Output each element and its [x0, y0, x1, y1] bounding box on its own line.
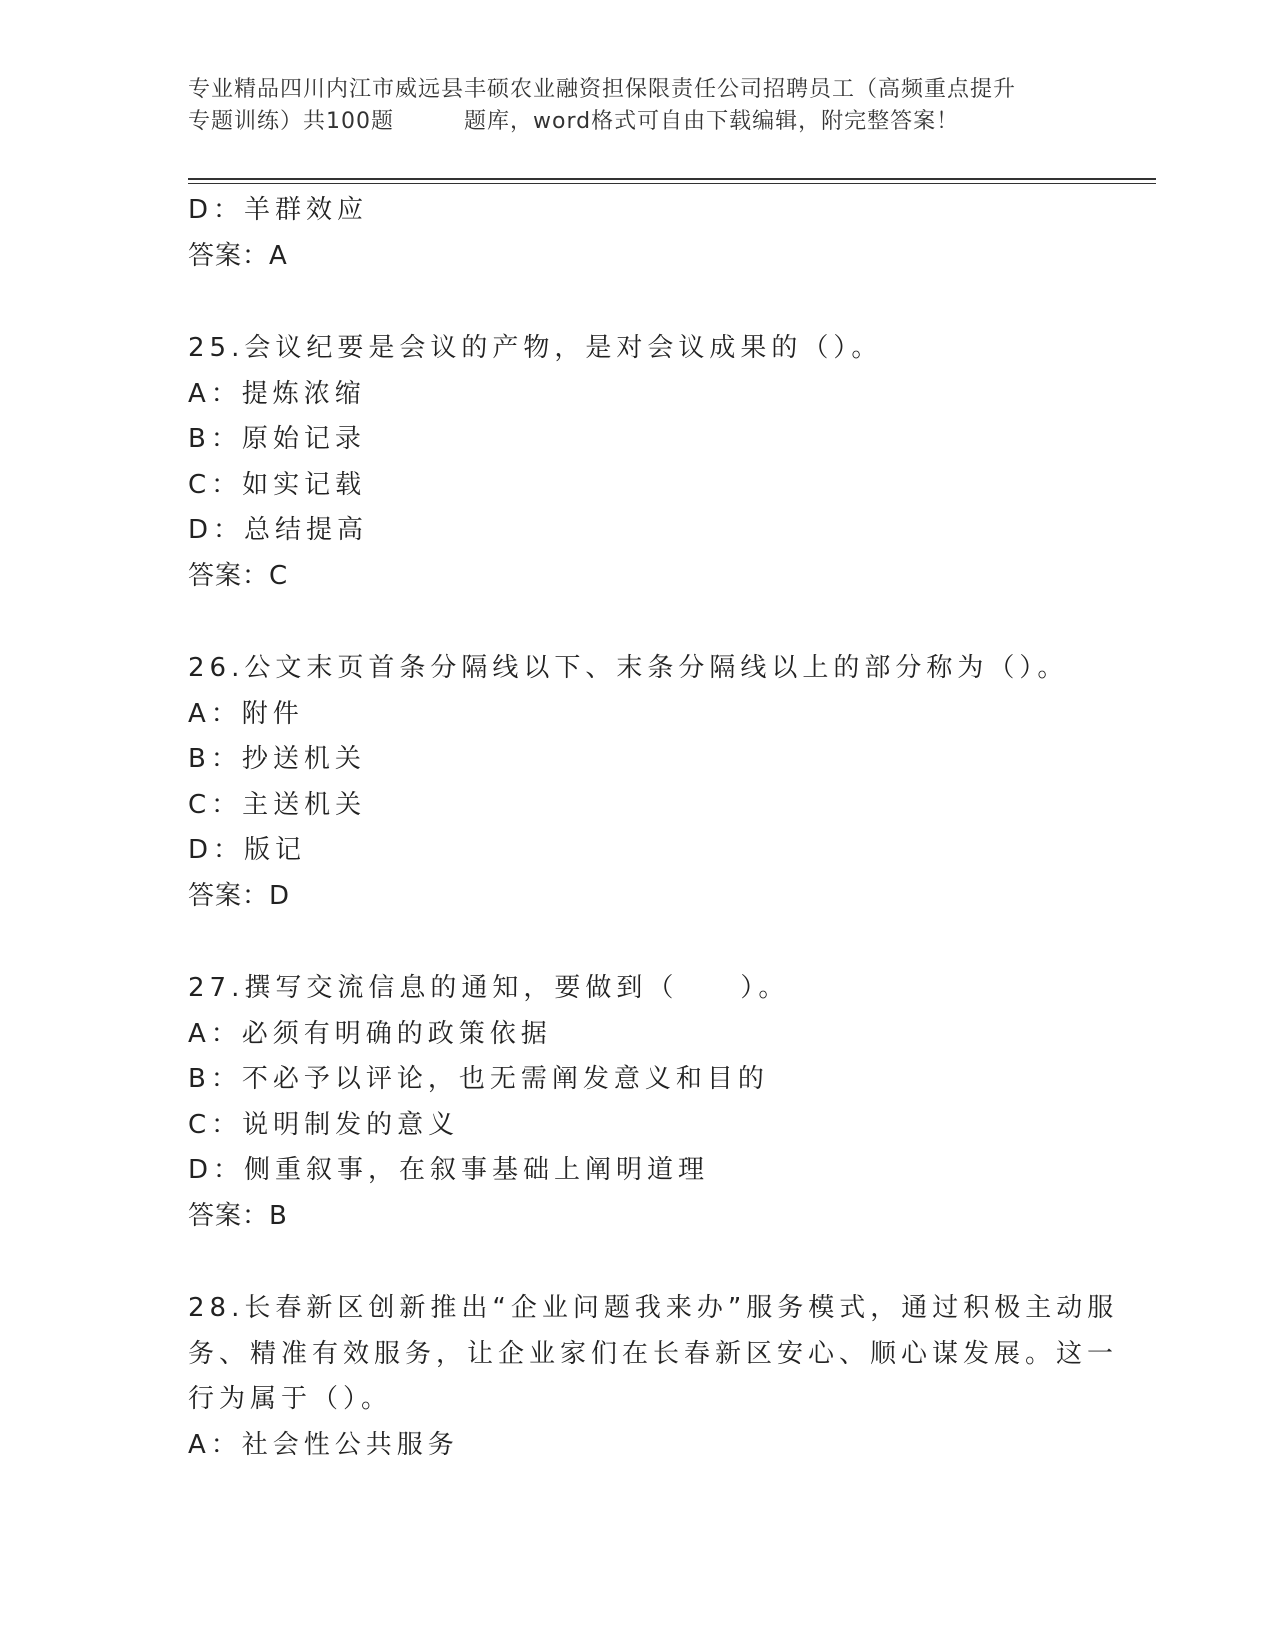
answer: 答案：C [188, 560, 289, 591]
option-b: B：抄送机关 [188, 744, 366, 774]
option-d: D：羊群效应 [188, 195, 369, 225]
option-c: C：主送机关 [188, 789, 367, 820]
question-27 [188, 966, 1088, 1239]
option-c: C：如实记载 [188, 469, 367, 500]
header-line-2 [188, 106, 1088, 138]
question-stem-line-3: 行为属于（）。 [188, 1384, 393, 1414]
question-28 [188, 1286, 1119, 1468]
header-line-2a: 专题训练）共100题 [188, 109, 394, 134]
header-line-1: 专业精品四川内江市威远县丰硕农业融资担保限责任公司招聘员工（高频重点提升 [188, 77, 1017, 102]
question-26 [188, 646, 1088, 919]
option-c: C：说明制发的意义 [188, 1109, 460, 1140]
option-a: A：必须有明确的政策依据 [188, 1018, 552, 1049]
answer: 答案：B [188, 1200, 288, 1231]
option-b: B：原始记录 [188, 424, 366, 454]
question-prev [188, 188, 1088, 279]
answer: 答案：D [188, 880, 291, 911]
question-stem-line-2: 务、精准有效服务，让企业家们在长春新区安心、顺心谋发展。这一 [188, 1338, 1119, 1369]
option-a: A：社会性公共服务 [188, 1429, 459, 1460]
question-stem: 26.公文末页首条分隔线以下、末条分隔线以上的部分称为（）。 [188, 653, 1069, 683]
option-a: A：附件 [188, 698, 304, 729]
option-d: D：版记 [188, 835, 307, 865]
option-a: A：提炼浓缩 [188, 378, 366, 409]
question-25 [188, 326, 1088, 599]
question-stem-line-1: 28.长春新区创新推出“企业问题我来办”服务模式，通过积极主动服 [188, 1293, 1119, 1323]
question-stem: 25.会议纪要是会议的产物，是对会议成果的（）。 [188, 333, 883, 363]
option-b: B：不必予以评论，也无需阐发意义和目的 [188, 1064, 769, 1094]
option-d: D：侧重叙事，在叙事基础上阐明道理 [188, 1155, 710, 1185]
page-header [188, 74, 1088, 138]
header-line-2b: 题库，word格式可自由下载编辑，附完整答案！ [464, 109, 960, 134]
question-stem: 27.撰写交流信息的通知，要做到（ ）。 [188, 973, 790, 1003]
answer: 答案：A [188, 240, 288, 271]
option-d: D：总结提高 [188, 515, 369, 545]
header-rule-thick [188, 178, 1156, 180]
question-list [188, 188, 1119, 1468]
header-rule-thin [188, 183, 1156, 184]
